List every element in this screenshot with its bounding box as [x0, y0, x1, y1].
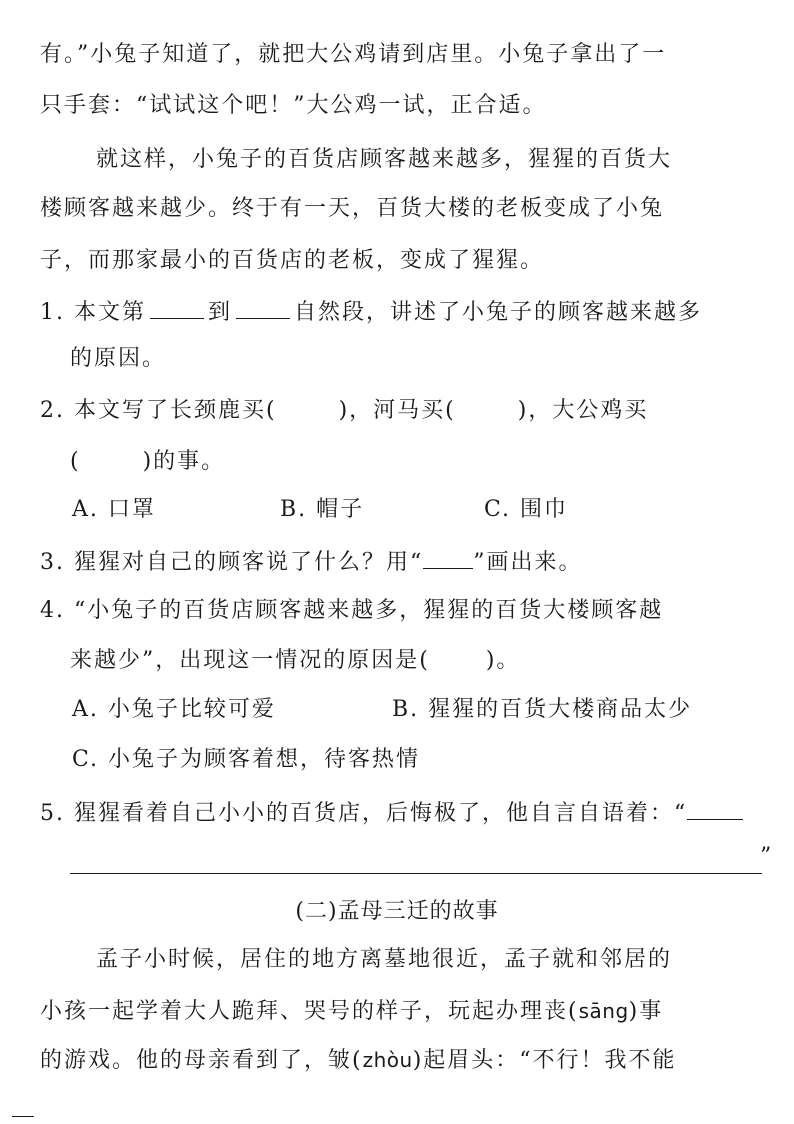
q2-text-e: )的事。: [142, 449, 226, 474]
story-line-2: 只手套：“试试这个吧！”大公鸡一试，正合适。: [40, 93, 547, 118]
q3-text-a: 3. 猩猩对自己的顾客说了什么？用“: [40, 550, 424, 575]
question-4-cont: [70, 646, 794, 676]
q1-text-c: 自然段，讲述了小兔子的顾客越来越多: [294, 300, 703, 325]
s2-l2-pinyin: sāng: [578, 999, 629, 1023]
corner-mark: [12, 1116, 34, 1117]
question-1-cont: 的原因。: [70, 346, 167, 371]
q5-close-quote: ”: [760, 844, 774, 869]
question-4-options-1: [72, 695, 794, 725]
question-2: [40, 396, 794, 426]
q1-blank-end[interactable]: [236, 296, 290, 319]
question-4: 4. “小兔子的百货店顾客越来越多，猩猩的百货大楼顾客越: [40, 598, 664, 623]
q4-option-b[interactable]: B. 猩猩的百货大楼商品太少: [392, 697, 693, 722]
s2-l3-pinyin: zhòu: [362, 1048, 413, 1072]
q1-blank-start[interactable]: [150, 296, 204, 319]
q5-blank-start[interactable]: [687, 797, 743, 820]
q2-option-c[interactable]: C. 围巾: [484, 497, 569, 522]
q4-option-c[interactable]: C. 小兔子为顾客着想，待客热情: [72, 747, 421, 772]
q4-text-c: )。: [485, 648, 521, 673]
q1-text-b: 到: [207, 300, 232, 325]
section-2-line-2: [40, 996, 794, 1027]
s2-l2-text-a: 小孩一起学着大人跪拜、哭号的样子，玩起办理丧(: [40, 999, 579, 1024]
section-2-line-1: 孟子小时候，居住的地方离墓地很近，孟子就和邻居的: [96, 947, 673, 972]
q3-text-b: ”画出来。: [473, 550, 583, 575]
question-2-options: [72, 495, 794, 525]
q3-underline-sample: [423, 546, 473, 569]
q2-text-c: )，大公鸡买: [517, 398, 649, 423]
section-2-title: (二)孟母三迁的故事: [295, 899, 499, 924]
story-line-1: 有。”小兔子知道了，就把大公鸡请到店里。小兔子拿出了一: [40, 42, 667, 67]
question-1: [40, 296, 794, 328]
q5-answer-line[interactable]: [70, 873, 762, 874]
question-5: [40, 797, 794, 829]
q5-text-a: 5. 猩猩看着自己小小的百货店，后悔极了，他自言自语着：“: [40, 801, 688, 826]
q2-text-b: )，河马买(: [338, 398, 456, 423]
question-3: [40, 546, 794, 578]
q2-option-a[interactable]: A. 口罩: [72, 497, 156, 522]
q2-option-b[interactable]: B. 帽子: [280, 497, 365, 522]
q2-text-d: (: [70, 449, 81, 474]
s2-l3-text-b: )起眉头：“不行！我不能: [412, 1048, 677, 1073]
s2-l2-text-b: )事: [628, 999, 664, 1024]
q4-option-a[interactable]: A. 小兔子比较可爱: [72, 697, 276, 722]
q2-text-a: 2. 本文写了长颈鹿买(: [40, 398, 277, 423]
q4-text-b: 来越少”，出现这一情况的原因是(: [70, 648, 430, 673]
s2-l3-text-a: 的游戏。他的母亲看到了，皱(: [40, 1048, 363, 1073]
question-4-options-2: [72, 745, 794, 775]
question-2-cont: [70, 447, 794, 477]
story-line-3: 就这样，小兔子的百货店顾客越来越多，猩猩的百货大: [96, 147, 673, 172]
story-line-4: 楼顾客越来越少。终于有一天，百货大楼的老板变成了小兔: [40, 196, 665, 221]
q1-text-a: 1. 本文第: [40, 300, 146, 325]
section-2-line-3: [40, 1045, 794, 1076]
story-line-5: 子，而那家最小的百货店的老板，变成了猩猩。: [40, 248, 545, 273]
